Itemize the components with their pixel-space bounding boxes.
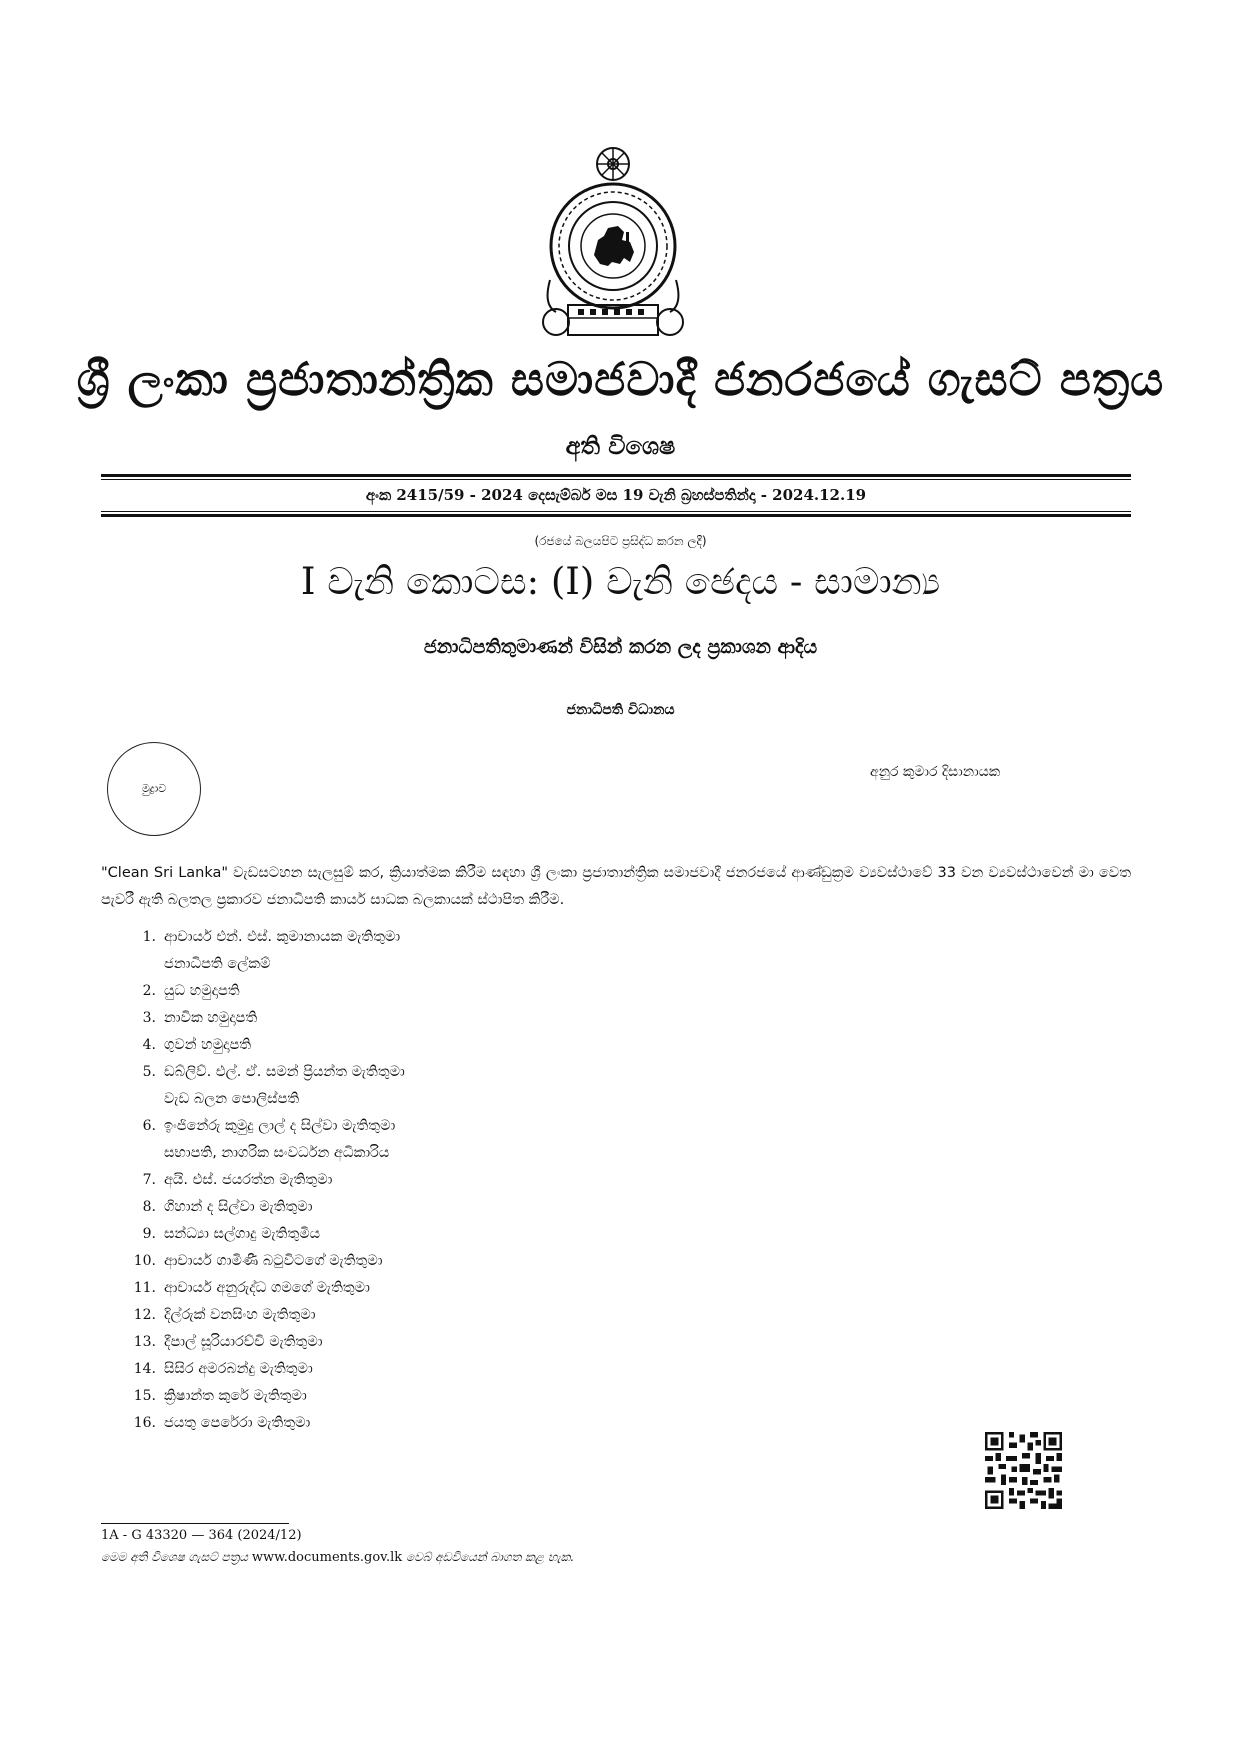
member-name: ජයතු පෙරේරා මැතිතුමා — [164, 1415, 311, 1431]
member-number: 1. — [142, 929, 156, 945]
member-number: 7. — [142, 1172, 156, 1188]
member-number: 11. — [133, 1280, 156, 1296]
member-number: 16. — [133, 1415, 156, 1431]
member-item — [120, 1032, 405, 1059]
gazette-title: ශ්‍රී ලංකා ප්‍රජාතාන්ත්‍රික සමාජවාදී ජනරජයේ ගැසට් පත්‍රය — [76, 352, 1165, 406]
member-item — [120, 924, 405, 951]
member-number: 10. — [133, 1253, 156, 1269]
member-name: යුධ හමුදාපති — [164, 983, 240, 999]
member-number: 9. — [142, 1226, 156, 1242]
member-number: 3. — [142, 1010, 156, 1026]
member-number: 13. — [133, 1334, 156, 1350]
member-title — [120, 1140, 405, 1167]
member-number: 6. — [142, 1118, 156, 1134]
documents-website-link[interactable]: www.documents.gov.lk — [251, 1550, 403, 1565]
header-rule-top — [101, 474, 1131, 477]
web-availability-note — [101, 1550, 574, 1565]
issue-line: අංක 2415/59 - 2024 දෙසැම්බර් මස 19 වැනි බ්‍රහස්පතින්දා - 2024.12.19 — [365, 486, 867, 504]
member-number: 5. — [142, 1064, 156, 1080]
signatory-name: අනුර කුමාර දිසානායක — [870, 764, 1001, 780]
header-rule-bottom — [101, 514, 1131, 517]
member-item — [120, 1167, 405, 1194]
member-name: ගිහාන් ද සිල්වා මැතිතුමා — [164, 1199, 313, 1215]
member-item — [120, 1410, 405, 1437]
member-name: ආචාර්ය අනුරුද්ධ ගමගේ මැතිතුමා — [164, 1280, 370, 1296]
member-name: ඉංජිනේරු කුමුදු ලාල් ද සිල්වා මැතිතුමා — [164, 1118, 396, 1134]
member-name: අයි. එස්. ජයරත්න මැතිතුමා — [164, 1172, 333, 1188]
member-item — [120, 1329, 405, 1356]
member-item — [120, 1059, 405, 1086]
published-by-authority: (රජයේ බලයපිට ප්‍රසිද්ධ කරන ලදී) — [534, 534, 707, 548]
qr-code-icon — [985, 1432, 1062, 1509]
header-rule-top-thin — [101, 479, 1131, 480]
decree-heading: ජනාධිපති විධානය — [566, 702, 675, 718]
member-title — [120, 951, 405, 978]
footer-rule — [101, 1523, 289, 1524]
member-item — [120, 1248, 405, 1275]
member-name: නාවික හමුදාපති — [164, 1010, 258, 1026]
member-title — [120, 1086, 405, 1113]
seal-placeholder — [107, 742, 201, 836]
member-item — [120, 1221, 405, 1248]
member-name: ක්‍රිෂාන්ත කුරේ මැතිතුමා — [164, 1388, 307, 1404]
member-number: 12. — [133, 1307, 156, 1323]
member-number: 8. — [142, 1199, 156, 1215]
extraordinary-label: අති විශෙෂ — [565, 432, 676, 460]
member-title-text: වැඩ බලන පොලිස්පති — [164, 1091, 300, 1107]
member-name: ඩබ්ලිව්. එල්. ඒ. සමන් ප්‍රියන්ත මැතිතුමා — [164, 1064, 405, 1080]
web-note-suffix: වෙබ් අඩවියෙන් බාගත කළ හැක. — [405, 1550, 575, 1564]
member-item — [120, 978, 405, 1005]
member-item — [120, 1302, 405, 1329]
header-rule-bottom-thin — [101, 511, 1131, 512]
member-name: සිසිර අමරබන්දු මැතිතුමා — [164, 1361, 313, 1377]
part-title: I වැනි කොටස: (I) වැනි ඡෙදය - සාමාන්‍ය — [300, 560, 941, 603]
print-code: 1A - G 43320 — 364 (2024/12) — [101, 1528, 302, 1543]
member-number: 14. — [133, 1361, 156, 1377]
member-number: 2. — [142, 983, 156, 999]
state-emblem-icon — [538, 140, 688, 345]
member-name: ගුවන් හමුදාපති — [164, 1037, 252, 1053]
member-item — [120, 1113, 405, 1140]
member-name: සන්ධ්‍යා සල්ගාදු මැතිතුමිය — [164, 1226, 321, 1242]
member-item — [120, 1275, 405, 1302]
member-title-text: ජනාධිපති ලේකම් — [164, 956, 271, 972]
member-name: ආචාර්ය ගාමිණී බටුවිටගේ මැතිතුමා — [164, 1253, 383, 1269]
member-item — [120, 1005, 405, 1032]
member-item — [120, 1356, 405, 1383]
preamble-paragraph: "Clean Sri Lanka" වැඩසටහන සැලසුම් කර, ක්‍රියාත්මක කිරීම සඳහා ශ්‍රී ලංකා ප්‍රජාතාන්ත්‍රික සමාජවාදී ජනරජයේ ආණ්ඩුක්‍රම ව්‍යවස්ථාවේ 33 වන ව්‍යවස්ථාවෙන් මා වෙත පැවරී ඇති බලතල ප්‍රකාරව ජනාධිපති කාර්ය සාධක බලකායක් ස්ථාපිත කිරීම. — [101, 865, 1131, 908]
member-item — [120, 1383, 405, 1410]
member-item — [120, 1194, 405, 1221]
member-name: දීපාල් සූරියාරච්චි මැතිතුමා — [164, 1334, 323, 1350]
web-note-prefix: මෙම අති විශෙෂ ගැසට් පත්‍රය — [101, 1550, 249, 1564]
member-number: 4. — [142, 1037, 156, 1053]
member-number: 15. — [133, 1388, 156, 1404]
member-title-text: සභාපති, නාගරික සංවර්ධන අධිකාරිය — [164, 1145, 390, 1161]
member-name: දිල්රුක් වනසිංහ මැතිතුමා — [164, 1307, 316, 1323]
seal-label: මුද්‍රාව — [141, 782, 167, 795]
section-heading: ජනාධිපතිතුමාණන් විසින් කරන ලද ප්‍රකාශන ආදිය — [423, 636, 818, 658]
member-name: ආචාර්ය එන්. එස්. කුමානායක මැතිතුමා — [164, 929, 401, 945]
task-force-member-list — [120, 924, 405, 1437]
